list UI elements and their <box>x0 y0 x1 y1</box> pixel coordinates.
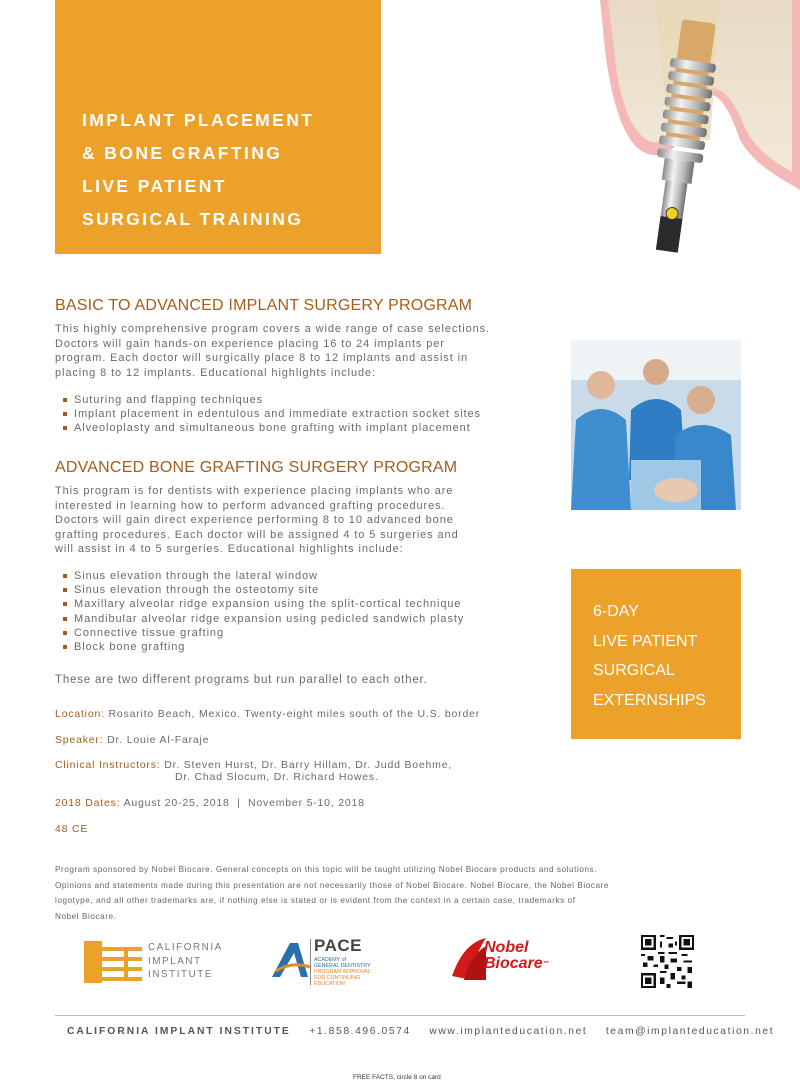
advanced-program-highlights <box>63 569 464 654</box>
body-line: Doctors will gain hands-on experience placing 16 to 24 implants per <box>55 337 445 350</box>
dates-detail <box>55 797 365 810</box>
bullet-icon <box>63 617 67 621</box>
speaker-detail <box>55 734 209 747</box>
hero-title-line: IMPLANT PLACEMENT <box>82 110 315 130</box>
externship-line: LIVE PATIENT <box>593 632 698 650</box>
list-item-text: Maxillary alveolar ridge expansion using the split-cortical technique <box>74 598 462 611</box>
qr-code[interactable] <box>641 935 694 988</box>
hero-title <box>82 104 372 236</box>
location-label: Location: <box>55 708 105 720</box>
body-line: program. Each doctor will surgically place 8 to 12 implants and assist in <box>55 352 468 365</box>
list-item <box>63 393 481 407</box>
pace-line: ACADEMY of <box>314 957 346 963</box>
body-line: grafting procedures. Each doctor will be assigned 4 to 5 surgeries and <box>55 528 459 541</box>
body-line: This highly comprehensive program covers a wide range of case selections. <box>55 323 490 335</box>
cii-logo-line: INSTITUTE <box>148 969 214 980</box>
list-item-text: Suturing and flapping techniques <box>74 394 264 406</box>
pace-line: PROGRAM APPROVAL <box>314 969 371 975</box>
nobel-line: Nobel <box>484 939 529 956</box>
basic-program-heading: BASIC TO ADVANCED IMPLANT SURGERY PROGRAM <box>55 297 473 314</box>
list-item-text: Sinus elevation through the lateral window <box>74 570 318 582</box>
bullet-icon <box>63 602 67 606</box>
pace-line: FOR CONTINUING <box>314 975 361 981</box>
bullet-icon <box>63 631 67 635</box>
externship-line: 6-DAY <box>593 603 639 620</box>
disclaimer-line: Opinions and statements made during this presentation are not necessarily those of Nobel Biocare. Nobel Biocare, the Nobel Biocare <box>55 880 609 890</box>
free-facts-note: FREE FACTS, circle 8 on card <box>353 1074 441 1081</box>
pace-line: EDUCATION <box>314 981 345 987</box>
footer-website-link[interactable]: www.implanteducation.net <box>429 1026 588 1037</box>
nobel-line-text: Biocare <box>484 955 543 972</box>
list-item-text: Block bone grafting <box>74 641 186 654</box>
bullet-icon <box>63 426 67 430</box>
bullet-icon <box>63 398 67 402</box>
footer-email-link[interactable]: team@implanteducation.net <box>605 1026 775 1037</box>
instructors-detail-continued: Dr. Chad Slocum, Dr. Richard Howes. <box>175 771 379 783</box>
cii-logo-text <box>148 941 223 982</box>
instructors-label: Clinical Instructors: <box>55 759 161 771</box>
hero-title-line: & BONE GRAFTING <box>82 143 283 163</box>
bullet-icon <box>63 574 67 578</box>
externship-line: EXTERNSHIPS <box>593 691 706 709</box>
dates-label: 2018 Dates: <box>55 797 121 809</box>
list-item-text: Implant placement in edentulous and immediate extraction socket sites <box>74 408 481 421</box>
list-item-text: Sinus elevation through the osteotomy site <box>74 584 320 597</box>
surgeons-photo <box>571 340 741 510</box>
body-line: placing 8 to 12 implants. Educational highlights include: <box>55 366 376 379</box>
parallel-note: These are two different programs but run parallel to each other. <box>55 674 428 686</box>
list-item-text: Alveoloplasty and simultaneous bone grafting with implant placement <box>74 422 471 435</box>
disclaimer-line: Nobel Biocare. <box>55 911 117 921</box>
list-item <box>63 421 481 435</box>
disclaimer-line: logotype, and all other trademarks are, if nothing else is stated or is evident from the context in a certain case, trademarks of <box>55 896 576 905</box>
sponsor-disclaimer <box>55 862 655 924</box>
body-line: This program is for dentists with experience placing implants who are <box>55 485 454 497</box>
list-item <box>63 407 481 421</box>
location-detail <box>55 708 480 721</box>
basic-program-highlights <box>63 393 481 436</box>
advanced-program-description <box>55 484 459 557</box>
cii-logo-line: CALIFORNIA <box>148 942 223 953</box>
pace-wordmark: PACE <box>314 936 362 955</box>
list-item-text: Mandibular alveolar ridge expansion using pedicled sandwich plasty <box>74 612 465 625</box>
nobel-line <box>484 956 549 972</box>
list-item <box>63 583 464 597</box>
trademark-symbol: ™ <box>542 961 549 967</box>
list-item <box>63 640 464 654</box>
dates-value: August 20-25, 2018 | November 5-10, 2018 <box>123 797 365 809</box>
list-item <box>63 612 464 626</box>
cii-logo-line: IMPLANT <box>148 955 202 967</box>
externship-title <box>593 597 706 715</box>
speaker-value: Dr. Louie Al-Faraje <box>107 734 210 746</box>
bullet-icon <box>63 412 67 416</box>
body-line: will assist in 4 to 5 surgeries. Educational highlights include: <box>55 543 404 556</box>
pace-line: GENERAL DENTISTRY <box>314 963 371 969</box>
hero-title-line: LIVE PATIENT <box>82 176 227 196</box>
footer-contact <box>67 1026 788 1037</box>
bullet-icon <box>63 588 67 592</box>
list-item <box>63 597 464 611</box>
bullet-icon <box>63 645 67 649</box>
body-line: interested in learning how to perform advanced grafting procedures. <box>55 499 446 512</box>
pace-tagline <box>314 957 371 987</box>
hero-title-line: SURGICAL TRAINING <box>82 209 304 229</box>
instructors-value: Dr. Steven Hurst, Dr. Barry Hillam, Dr. Judd Boehme, <box>164 759 453 771</box>
externship-line: SURGICAL <box>593 662 675 679</box>
footer-divider <box>55 1015 745 1016</box>
body-line: Doctors will gain direct experience performing 8 to 10 advanced bone <box>55 514 454 527</box>
list-item <box>63 626 464 640</box>
ce-credits: 48 CE <box>55 823 89 835</box>
advanced-program-heading: ADVANCED BONE GRAFTING SURGERY PROGRAM <box>55 459 458 476</box>
implant-illustration <box>560 0 800 265</box>
footer-org-name: CALIFORNIA IMPLANT INSTITUTE <box>67 1026 291 1037</box>
list-item <box>63 569 464 583</box>
nobel-biocare-wordmark <box>484 940 549 972</box>
basic-program-description <box>55 322 490 380</box>
footer-phone[interactable]: +1.858.496.0574 <box>309 1026 411 1037</box>
speaker-label: Speaker: <box>55 734 104 746</box>
location-value: Rosarito Beach, Mexico. Twenty-eight miles south of the U.S. border <box>108 708 481 720</box>
disclaimer-line: Program sponsored by Nobel Biocare. General concepts on this topic will be taught utilizing Nobel Biocare products and solutions. <box>55 865 597 874</box>
list-item-text: Connective tissue grafting <box>74 626 224 639</box>
